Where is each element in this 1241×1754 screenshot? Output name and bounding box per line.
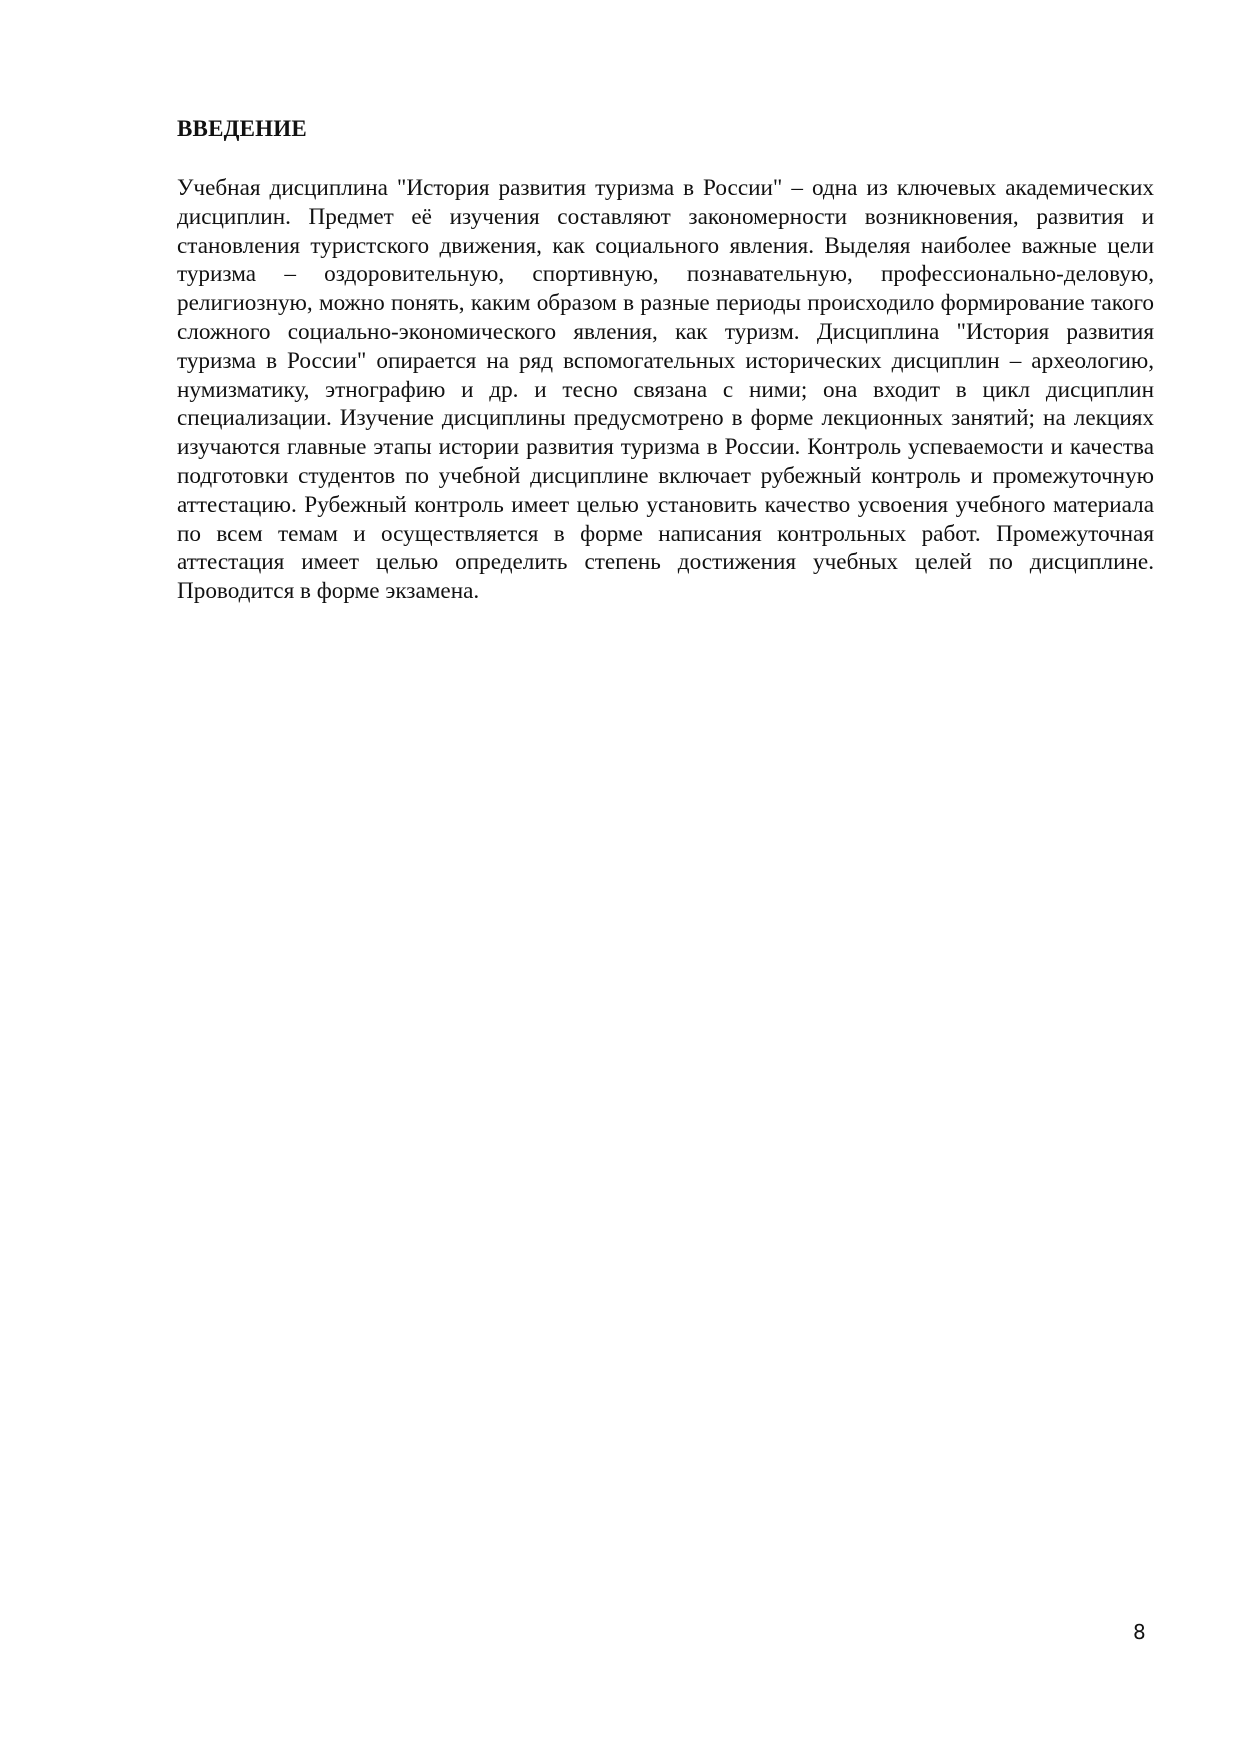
introduction-paragraph: Учебная дисциплина "История развития туризма в России" – одна из ключевых академических дисциплин. Предмет её изучения составляют закономерности возникновения, развития и становления туристского движения, как социального явления. Выделяя наиболее важные цели туризма – оздоровительную, спортивную, познавательную, профессионально-деловую, религиозную, можно понять, каким образом в разные периоды происходило формирование такого сложного социально-экономического явления, как туризм. Дисциплина "История развития туризма в России" опирается на ряд вспомогательных исторических дисциплин – археологию, нумизматику, этнографию и др. и тесно связана с ними; она входит в цикл дисциплин специализации. Изучение дисциплины предусмотрено в форме лекционных занятий; на лекциях изучаются главные этапы истории развития туризма в России. Контроль успеваемости и качества подготовки студентов по учебной дисциплине включает рубежный контроль и промежуточную аттестацию. Рубежный контроль имеет целью установить качество усвоения учебного материала по всем темам и осуществляется в форме написания контрольных работ. Промежуточная аттестация имеет целью определить степень достижения учебных целей по дисциплине. Проводится в форме экзамена. — [177, 175, 1154, 605]
section-heading: ВВЕДЕНИЕ — [177, 116, 307, 141]
page-number: 8 — [1133, 1620, 1146, 1644]
